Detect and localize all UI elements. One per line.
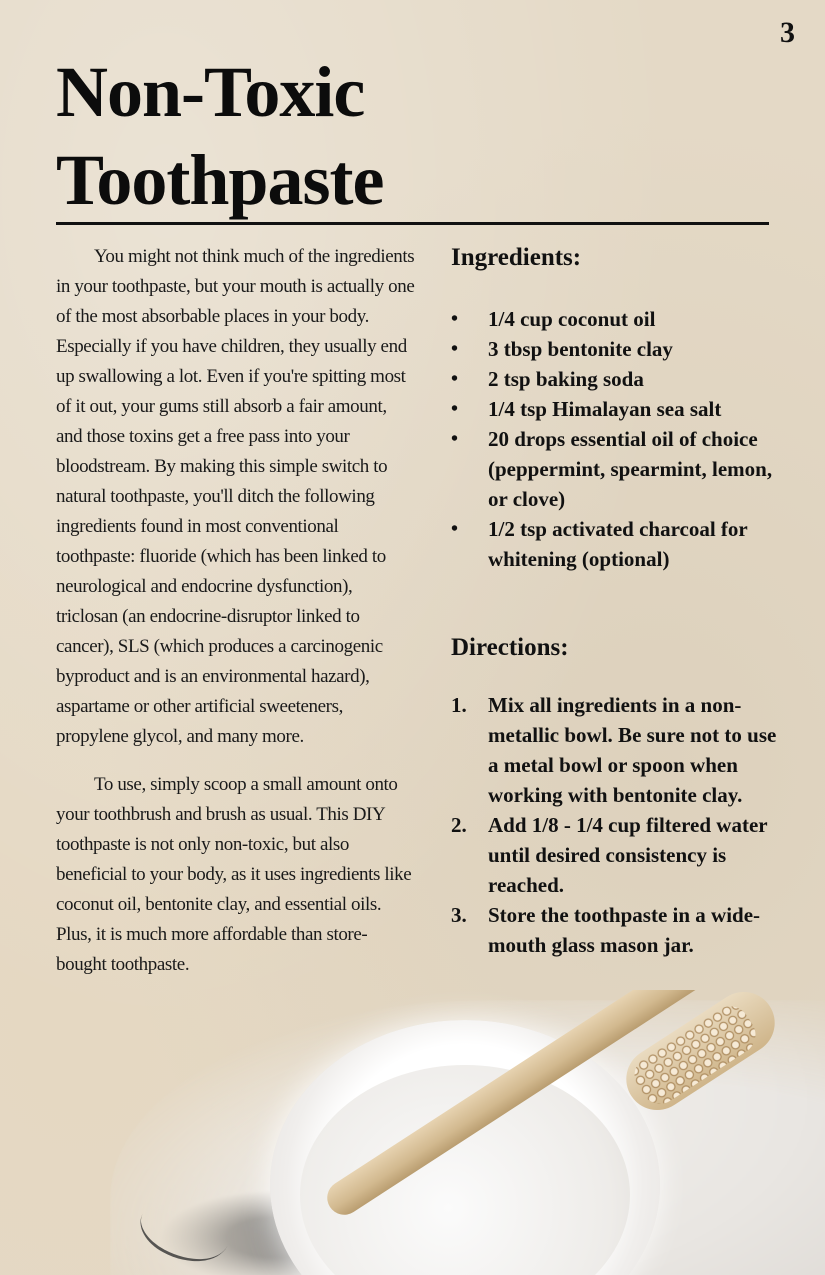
step-number: 2. — [451, 813, 467, 837]
step-number: 1. — [451, 693, 467, 717]
ingredients-heading: Ingredients: — [451, 244, 582, 271]
intro-text — [56, 242, 416, 980]
direction-step: 2. Add 1/8 - 1/4 cup filtered water until desired consistency is reached. — [451, 810, 781, 900]
ingredient-item: • 1/2 tsp activated charcoal for whitening (optional) — [451, 514, 781, 574]
ingredient-item: • 1/4 tsp Himalayan sea salt — [451, 394, 781, 424]
ingredient-item: • 20 drops essential oil of choice (peppermint, spearmint, lemon, or clove) — [451, 424, 781, 514]
bullet-icon: • — [451, 398, 459, 420]
directions-heading: Directions: — [451, 634, 569, 661]
recipe-column — [451, 240, 781, 960]
ingredient-item: • 3 tbsp bentonite clay — [451, 334, 781, 364]
directions-list — [451, 690, 781, 960]
intro-paragraph-1: You might not think much of the ingredients in your toothpaste, but your mouth is actually one of the most absorbable places in your body. Especially if you have children, they usually end up swallowing a lot. Even if you're spitting most of it out, your gums still absorb a fair amount, and those toxins get a free pass into your bloodstream. By making this simple switch to natural toothpaste, you'll ditch the following ingredients found in most conventional toothpaste: fluoride (which has been linked to neurological and endocrine dysfunction), triclosan (an endocrine-disruptor linked to cancer), SLS (which produces a carcinogenic byproduct and is an environmental hazard), aspartame or other artificial sweeteners, propylene glycol, and many more. — [56, 246, 415, 747]
toothbrush-bowl-photo — [0, 990, 825, 1275]
intro-paragraph-2: To use, simply scoop a small amount onto your toothbrush and brush as usual. This DIY toothpaste is not only non-toxic, but also beneficial to your body, as it uses ingredients like coconut oil, bentonite clay, and essential oils. Plus, it is much more affordable than store-bought toothpaste. — [56, 774, 412, 975]
ingredient-item: • 1/4 cup coconut oil — [451, 304, 781, 334]
step-number: 3. — [451, 903, 467, 927]
ingredients-list — [451, 304, 781, 574]
direction-step: 1. Mix all ingredients in a non-metallic bowl. Be sure not to use a metal bowl or spoon when working with bentonite clay. — [451, 690, 781, 810]
direction-step: 3. Store the toothpaste in a wide-mouth glass mason jar. — [451, 900, 781, 960]
page-title — [56, 48, 383, 224]
title-line-2: Toothpaste — [56, 140, 384, 220]
bullet-icon: • — [451, 308, 459, 330]
bullet-icon: • — [451, 368, 459, 390]
bullet-icon: • — [451, 428, 459, 450]
bullet-icon: • — [451, 518, 459, 540]
title-line-1: Non-Toxic — [56, 52, 365, 132]
bullet-icon: • — [451, 338, 459, 360]
ingredient-item: • 2 tsp baking soda — [451, 364, 781, 394]
title-divider — [56, 222, 769, 225]
page-number: 3 — [780, 16, 795, 49]
